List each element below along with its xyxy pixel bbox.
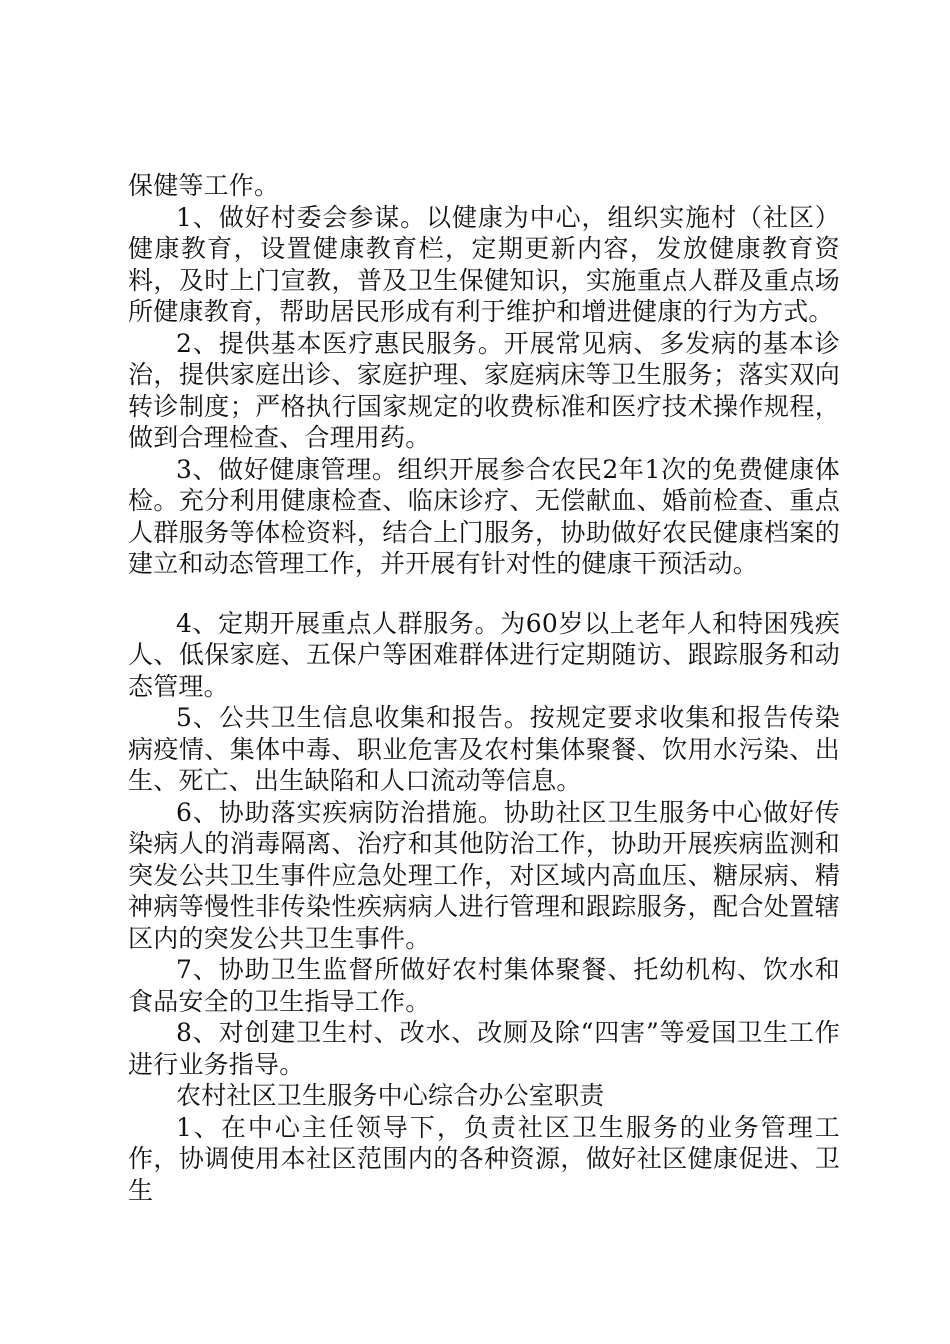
paragraph-item-4: 4、定期开展重点人群服务。为60岁以上老年人和特困残疾人、低保家庭、五保户等困难群体进行定期随访、跟踪服务和动态管理。 xyxy=(128,608,840,701)
paragraph-item-3: 3、做好健康管理。组织开展参合农民2年1次的免费健康体检。充分利用健康检查、临床诊疗、无偿献血、婚前检查、重点人群服务等体检资料，结合上门服务，协助做好农民健康档案的建立和动态管理工作，并开展有针对性的健康干预活动。 xyxy=(128,454,840,578)
paragraph-item-6: 6、协助落实疾病防治措施。协助社区卫生服务中心做好传染病人的消毒隔离、治疗和其他防治工作，协助开展疾病监测和突发公共卫生事件应急处理工作，对区域内高血压、糖尿病、精神病等慢性非传染性疾病病人进行管理和跟踪服务，配合处置辖区内的突发公共卫生事件。 xyxy=(128,797,840,953)
paragraph-continuation: 保健等工作。 xyxy=(128,171,280,200)
paragraph-item-5: 5、公共卫生信息收集和报告。按规定要求收集和报告传染病疫情、集体中毒、职业危害及农村集体聚餐、饮用水污染、出生、死亡、出生缺陷和人口流动等信息。 xyxy=(128,703,840,795)
paragraph-item-7: 7、协助卫生监督所做好农村集体聚餐、托幼机构、饮水和食品安全的卫生指导工作。 xyxy=(128,955,840,1016)
paragraph-item-1: 1、做好村委会参谋。以健康为中心，组织实施村（社区）健康教育，设置健康教育栏，定期更新内容，发放健康教育资料，及时上门宣教，普及卫生保健知识，实施重点人群及重点场所健康教育，帮助居民形成有利于维护和增进健康的行为方式。 xyxy=(128,202,840,326)
document-body xyxy=(128,170,840,1206)
paragraph-item-2: 2、提供基本医疗惠民服务。开展常见病、多发病的基本诊治，提供家庭出诊、家庭护理、家庭病床等卫生服务；落实双向转诊制度；严格执行国家规定的收费标准和医疗技术操作规程，做到合理检查、合理用药。 xyxy=(128,328,840,452)
section-heading: 农村社区卫生服务中心综合办公室职责 xyxy=(176,1081,605,1110)
paragraph-item-8: 8、对创建卫生村、改水、改厕及除“四害”等爱国卫生工作进行业务指导。 xyxy=(128,1018,840,1079)
paragraph-office-item-1: 1、在中心主任领导下，负责社区卫生服务的业务管理工作，协调使用本社区范围内的各种资源，做好社区健康促进、卫生 xyxy=(128,1112,840,1205)
